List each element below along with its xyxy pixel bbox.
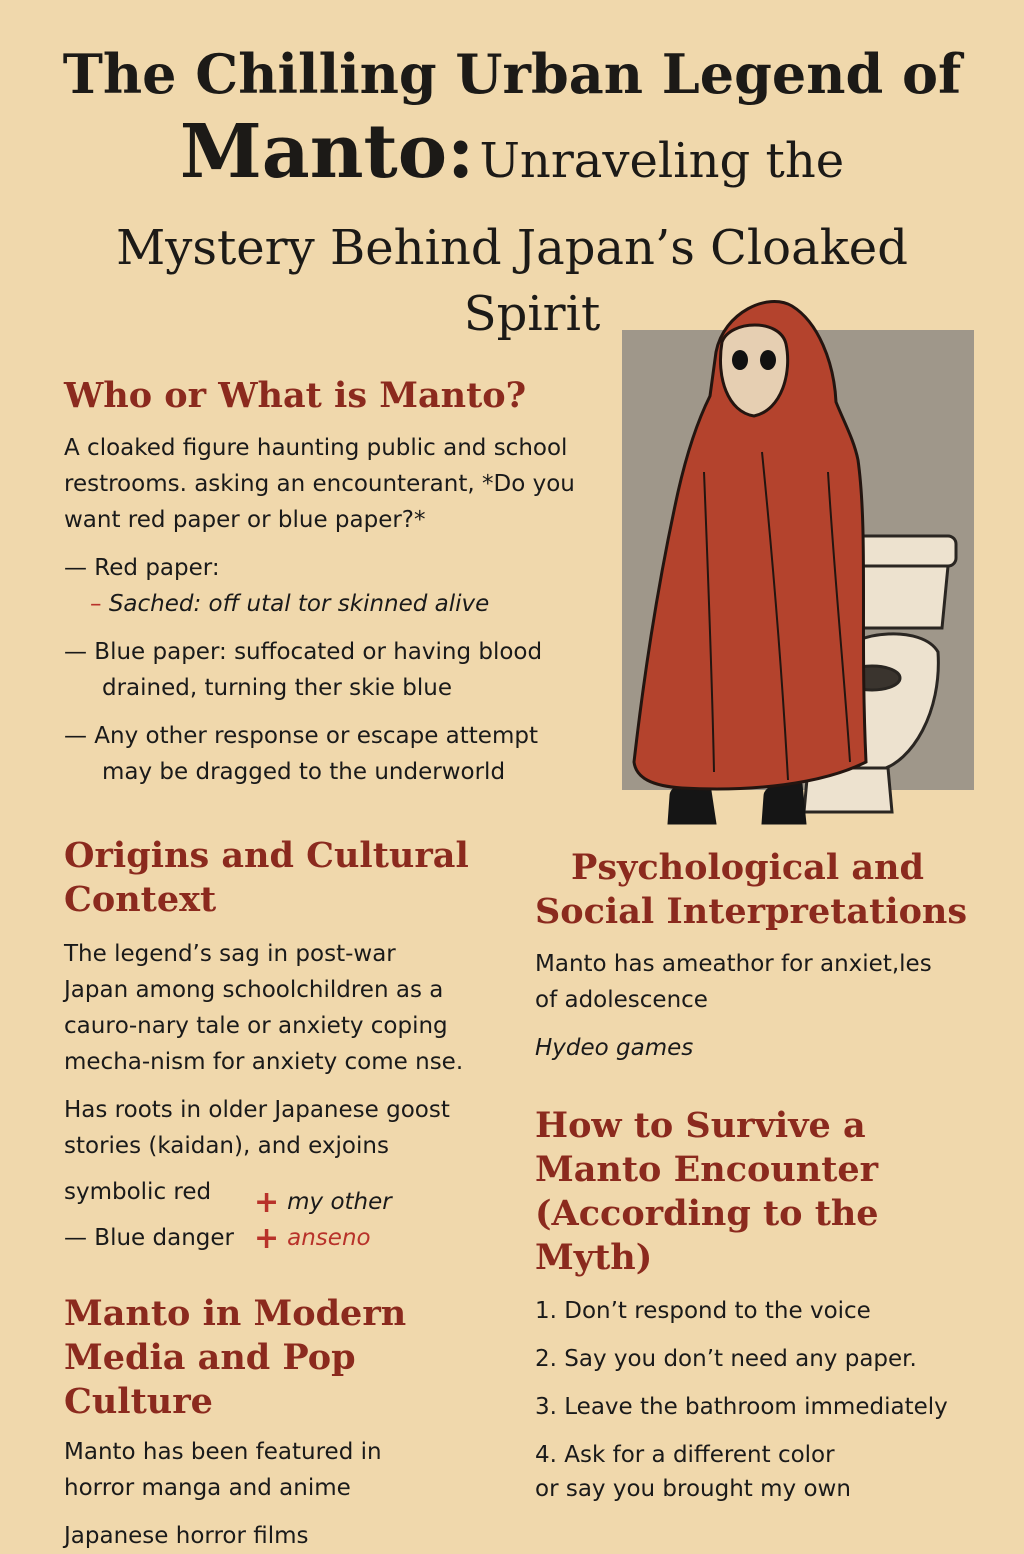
survive-heading-3: (According to the Myth) <box>535 1193 879 1278</box>
survive-heading-1: How to Survive a <box>535 1105 866 1146</box>
who-red-dash: – <box>90 591 102 617</box>
manto-illustration <box>622 292 974 840</box>
right-eye-icon <box>760 350 776 370</box>
origins-blue-row <box>64 1220 484 1256</box>
psych-p2: Hydeo games <box>535 1035 694 1061</box>
survive-step-4: 4. Ask for a different color or say you brought my own <box>535 1442 851 1502</box>
who-heading: Who or What is Manto? <box>64 375 527 416</box>
who-blue-cont: drained, turning ther skie blue <box>102 675 452 701</box>
left-eye-icon <box>732 350 748 370</box>
title-line-2 <box>0 110 1024 214</box>
who-other-cont: may be dragged to the underworld <box>102 759 506 785</box>
plus-icon: + <box>254 1184 280 1220</box>
section-who <box>64 374 584 790</box>
title-line-1: The Chilling Urban Legend of <box>62 42 962 106</box>
media-heading-1: Manto in Modern <box>64 1293 407 1334</box>
title-line-3: Mystery Behind Japan’s Cloaked <box>116 220 908 276</box>
title-line-4: Spirit <box>463 286 601 342</box>
who-other: — Any other response or escape attempt <box>64 723 538 749</box>
media-p1: Manto has been featured in horror manga and anime <box>64 1439 382 1501</box>
who-red-sub-text: Sached: off utal tor skinned alive <box>108 591 490 617</box>
who-red-sub <box>64 586 584 622</box>
section-media <box>64 1292 514 1554</box>
origins-p1: The legend’s sag in post-war Japan among schoolchildren as a caurо-nary tale or anxiety coping mecha-nism for anxiety come nse. <box>64 941 464 1075</box>
survive-list <box>535 1294 995 1506</box>
survive-step-2: 2. Say you don’t need any paper. <box>535 1346 917 1372</box>
who-blue: — Blue paper: suffocated or having blood <box>64 639 543 665</box>
media-p2: Japanese horror films <box>64 1523 309 1549</box>
psych-heading-1: Psychological and <box>571 847 924 888</box>
who-red-label: — Red paper: <box>64 555 220 581</box>
section-survive <box>535 1104 995 1520</box>
origins-symbolic: symbolic red <box>64 1179 212 1205</box>
origins-symbolic-row <box>64 1164 484 1220</box>
origins-heading-2: Context <box>64 879 217 920</box>
who-intro: A cloaked figure haunting public and school restrooms. asking an encounterant, *Do you want red paper or blue paper?* <box>64 435 575 533</box>
media-heading-2: Media and Pop Culture <box>64 1337 356 1422</box>
title-manto: Manto: <box>179 109 475 195</box>
survive-step-3: 3. Leave the bathroom immediately <box>535 1394 948 1420</box>
origins-p2: Has roots in older Japanese goost stories (kaidan), and exjoins <box>64 1097 450 1159</box>
survive-heading-2: Manto Encounter <box>535 1149 879 1190</box>
psych-p1: Manto has ameathor for anxiet,les of adolescence <box>535 951 932 1013</box>
section-psych <box>535 846 975 1066</box>
origins-my-other: my other <box>287 1189 392 1215</box>
title-line-2-rest: Unraveling the <box>479 133 845 189</box>
section-origins <box>64 834 484 1256</box>
origins-blue-danger: — Blue danger <box>64 1225 234 1251</box>
survive-step-1: 1. Don’t respond to the voice <box>535 1298 871 1324</box>
psych-heading-2: Social Interpretations <box>535 891 968 932</box>
origins-heading-1: Origins and Cultural <box>64 835 469 876</box>
origins-anseno: anseno <box>287 1225 371 1251</box>
plus-icon: + <box>254 1220 280 1256</box>
